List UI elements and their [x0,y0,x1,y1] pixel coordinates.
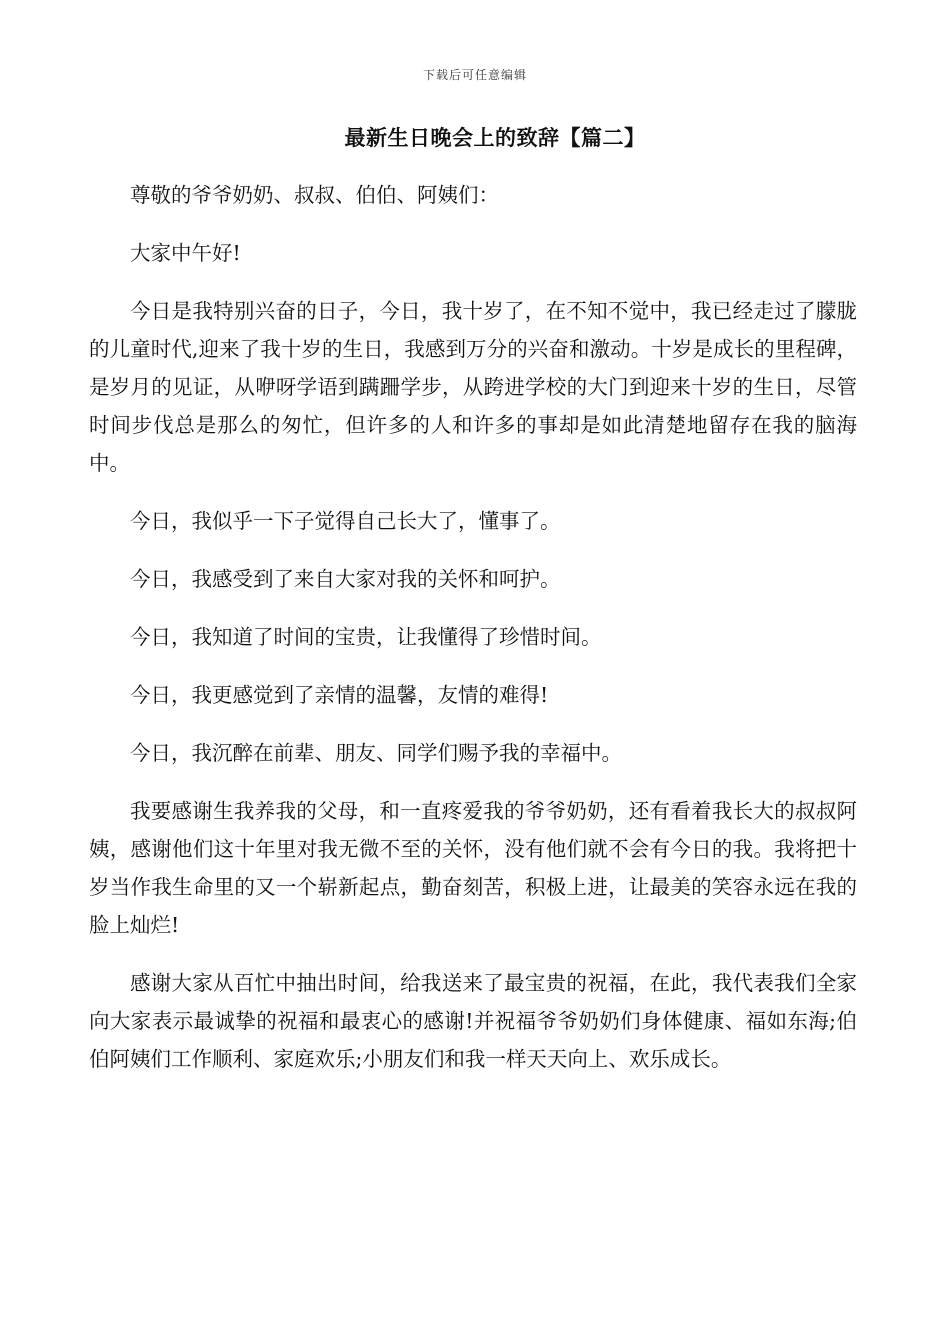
paragraph: 今日，我似乎一下子觉得自己长大了，懂事了。 [130,509,561,533]
document-title: 最新生日晚会上的致辞【篇二】 [344,125,646,150]
paragraph-salutation: 尊敬的爷爷奶奶、叔叔、伯伯、阿姨们： [130,183,499,207]
page-header-note: 下载后可任意编辑 [422,68,527,82]
paragraph: 今日是我特别兴奋的日子，今日，我十岁了，在不知不觉中，我已经走过了朦胧的儿童时代,迎来了我十岁的生日，我感到万分的兴奋和激动。十岁是成长的里程碑，是岁月的见证，从咿呀学语到蹒跚学步，从跨进学校的大门到迎来十岁的生日，尽管时间步伐总是那么的匆忙，但许多的人和许多的事却是如此清楚地留存在我的脑海中。 [89,299,857,475]
paragraph: 今日，我知道了时间的宝贵，让我懂得了珍惜时间。 [130,625,602,649]
document-body [89,176,857,1098]
paragraph: 今日，我沉醉在前辈、朋友、同学们赐予我的幸福中。 [130,741,622,765]
paragraph: 今日，我更感觉到了亲情的温馨，友情的难得! [130,683,549,707]
paragraph: 我要感谢生我养我的父母，和一直疼爱我的爷爷奶奶，还有看着我长大的叔叔阿姨，感谢他们这十年里对我无微不至的关怀，没有他们就不会有今日的我。我将把十岁当作我生命里的又一个崭新起点，勤奋刻苦，积极上进，让最美的笑容永远在我的脸上灿烂! [89,799,857,937]
paragraph: 感谢大家从百忙中抽出时间，给我送来了最宝贵的祝福，在此，我代表我们全家向大家表示最诚挚的祝福和最衷心的感谢!并祝福爷爷奶奶们身体健康、福如东海;伯伯阿姨们工作顺利、家庭欢乐;小朋友们和我一样天天向上、欢乐成长。 [89,971,857,1071]
paragraph: 今日，我感受到了来自大家对我的关怀和呵护。 [130,567,561,591]
paragraph-greeting: 大家中午好! [130,241,241,265]
